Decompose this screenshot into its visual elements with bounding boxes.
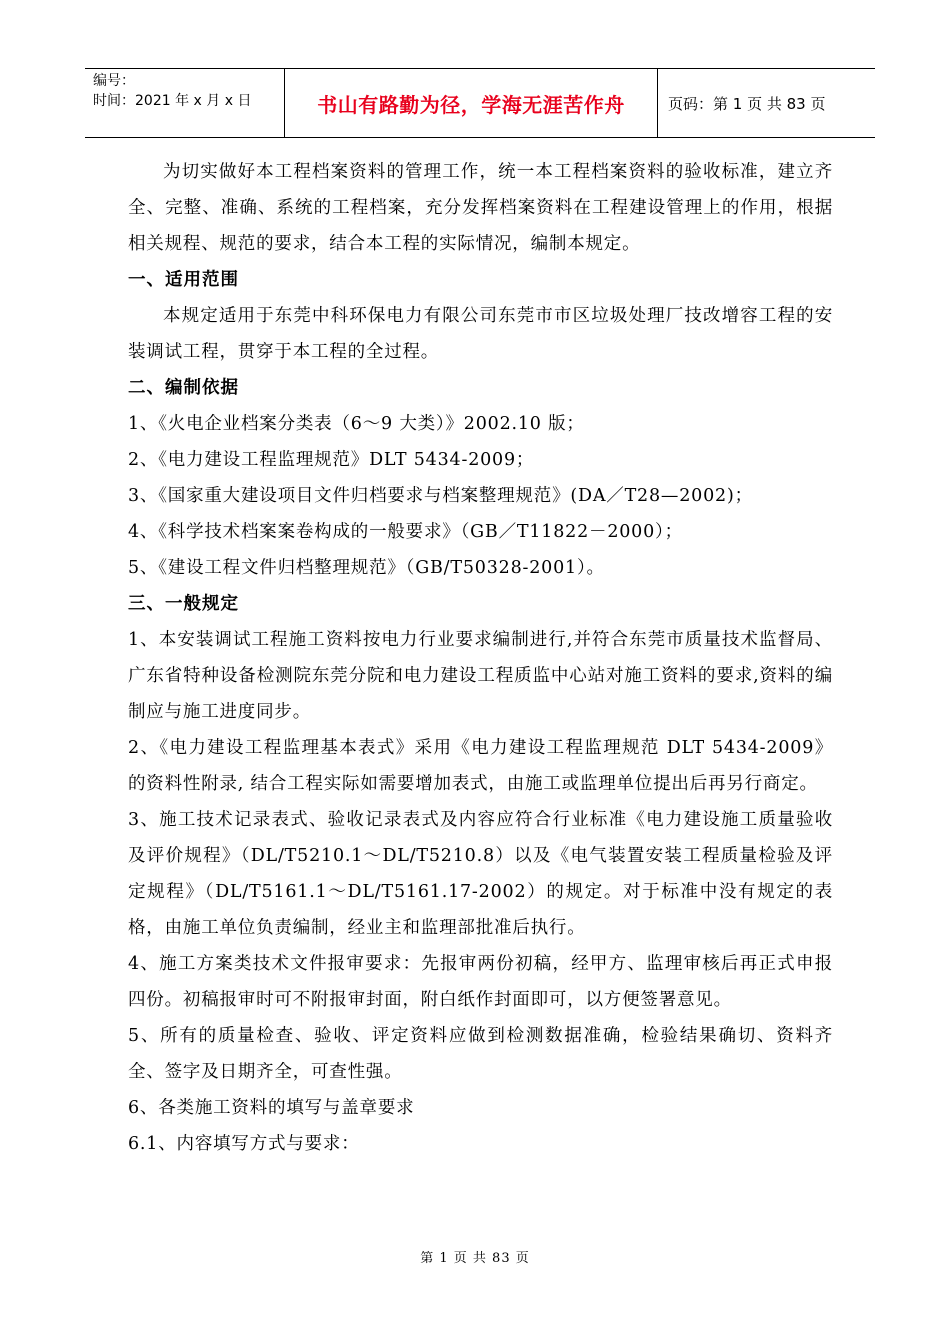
section-title-general: 三、一般规定 [128,594,239,614]
scope-paragraph: 本规定适用于东莞中科环保电力有限公司东莞市市区垃圾处理厂技改增容工程的安装调试工程，贯穿于本工程的全过程。 [128,306,833,362]
basis-item: 3、《国家重大建设项目文件归档要求与档案整理规范》(DA／T28—2002)； [128,486,753,506]
document-body [128,154,833,1162]
section-title-basis: 二、编制依据 [128,378,239,398]
basis-item: 5、《建设工程文件归档整理规范》（GB/T50328-2001）。 [128,558,605,578]
number-label: 编号： [93,73,135,89]
intro-paragraph: 为切实做好本工程档案资料的管理工作，统一本工程档案资料的验收标准，建立齐全、完整、准确、系统的工程档案，充分发挥档案资料在工程建设管理上的作用，根据相关规程、规范的要求，结合本工程的实际情况，编制本规定。 [128,162,833,254]
general-item: 2、《电力建设工程监理基本表式》采用《电力建设工程监理规范 DLT 5434-2009》的资料性附录, 结合工程实际如需要增加表式，由施工或监理单位提出后再另行商定。 [128,738,833,794]
general-item: 5、所有的质量检查、验收、评定资料应做到检测数据准确，检验结果确切、资料齐全、签字及日期齐全，可查性强。 [128,1026,833,1082]
page-footer: 第 1 页 共 83 页 [420,1251,530,1266]
section-title-scope: 一、适用范围 [128,270,239,290]
basis-item: 4、《科学技术档案案卷构成的一般要求》（GB／T11822－2000）； [128,522,683,542]
header-meta [85,69,285,137]
general-item: 4、施工方案类技术文件报审要求：先报审两份初稿，经甲方、监理审核后再正式申报四份。初稿报审时可不附报审封面，附白纸作封面即可，以方便签署意见。 [128,954,833,1010]
header-slogan: 书山有路勤为径，学海无涯苦作舟 [285,69,658,137]
general-item: 3、施工技术记录表式、验收记录表式及内容应符合行业标准《电力建设施工质量验收及评价规程》（DL/T5210.1～DL/T5210.8）以及《电气装置安装工程质量检验及评定规程》（DL/T5161.1～DL/T5161.17-2002）的规定。对于标准中没有规定的表格，由施工单位负责编制，经业主和监理部批准后执行。 [128,810,833,938]
basis-item: 1、《火电企业档案分类表（6～9 大类）》2002.10 版； [128,414,585,434]
general-item: 6、各类施工资料的填写与盖章要求 [128,1098,415,1118]
header-page-number: 页码：第 1 页 共 83 页 [668,94,826,113]
general-item: 6.1、内容填写方式与要求： [128,1134,360,1154]
time-label: 时间：2021 年 x 月 x 日 [93,93,252,109]
page-header [85,68,875,138]
general-item: 1、本安装调试工程施工资料按电力行业要求编制进行,并符合东莞市质量技术监督局、广东省特种设备检测院东莞分院和电力建设工程质监中心站对施工资料的要求,资料的编制应与施工进度同步。 [128,630,833,722]
basis-item: 2、《电力建设工程监理规范》DLT 5434-2009； [128,450,535,470]
